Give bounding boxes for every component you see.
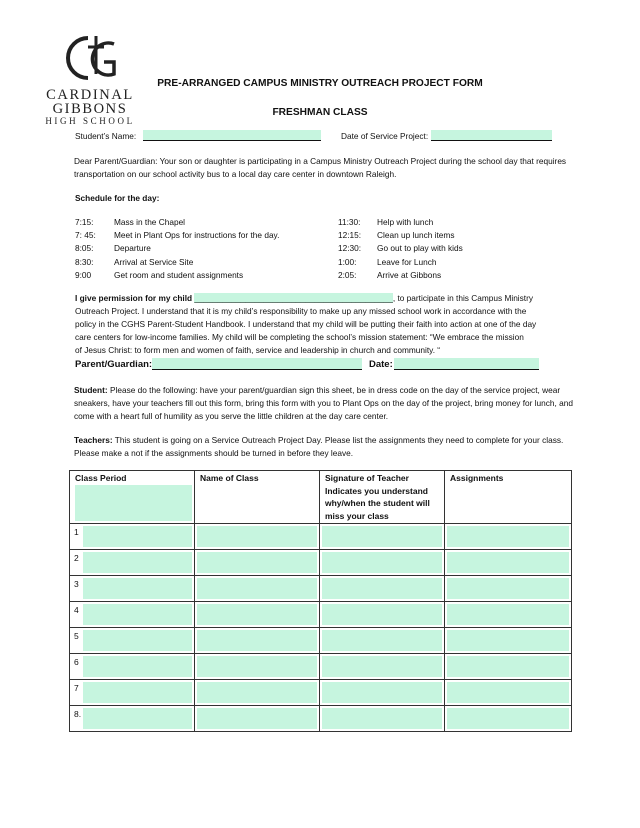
row-number: 7 (74, 683, 79, 693)
schedule-time: 12:30: (338, 243, 362, 254)
table-cell[interactable] (320, 654, 445, 680)
row-number: 8. (74, 709, 82, 719)
class-period-header-fill (75, 485, 192, 521)
row-number: 5 (74, 631, 79, 641)
row-number: 1 (74, 527, 79, 537)
schedule-item (75, 216, 185, 229)
table-cell[interactable] (195, 628, 320, 654)
schedule-time: 11:30: (338, 217, 361, 227)
table-cell[interactable] (445, 628, 572, 654)
table-cell[interactable] (445, 550, 572, 576)
schedule-activity: Arrival at Service Site (114, 256, 194, 267)
row-number: 4 (74, 605, 79, 615)
table-cell[interactable] (320, 706, 445, 732)
schedule-item (338, 242, 463, 255)
guardian-date-label: Date: (369, 359, 393, 370)
table-cell[interactable] (320, 628, 445, 654)
table-row (70, 524, 572, 550)
table-cell[interactable] (70, 654, 195, 680)
table-row (70, 602, 572, 628)
schedule-time: 8:05: (75, 243, 94, 254)
table-cell[interactable] (70, 680, 195, 706)
permission-after-blank: , to participate in this Campus Ministry (392, 293, 534, 303)
table-cell[interactable] (445, 654, 572, 680)
teacher-label: Teachers: (74, 435, 113, 445)
table-cell[interactable] (320, 680, 445, 706)
schedule-item (338, 256, 437, 269)
form-subtitle: FRESHMAN CLASS (272, 107, 368, 118)
permission-line-5: of Jesus Christ: to form men and women of faith, service and leadership in church and community. “ (75, 345, 441, 355)
table-row (70, 654, 572, 680)
permission-lead: I give permission for my child (75, 293, 193, 303)
table-row (70, 680, 572, 706)
schedule-time: 8:30: (75, 256, 94, 267)
schedule-time: 2:05: (338, 269, 357, 280)
table-cell[interactable] (445, 680, 572, 706)
schedule-activity: Get room and student assignments (114, 269, 244, 280)
table-cell[interactable] (195, 602, 320, 628)
permission-line-2: Outreach Project. I understand that it is my child’s responsibility to make up any missed school work in accordance with the (75, 306, 527, 316)
schedule-heading: Schedule for the day: (75, 193, 160, 203)
schedule-activity: Meet in Plant Ops for instructions for the day. (114, 230, 280, 241)
row-number: 6 (74, 657, 79, 667)
table-cell[interactable] (195, 576, 320, 602)
table-cell[interactable] (195, 706, 320, 732)
table-cell[interactable] (445, 706, 572, 732)
table-row (70, 706, 572, 732)
header-class-period: Class Period (70, 471, 195, 524)
table-row (70, 576, 572, 602)
table-cell[interactable] (195, 680, 320, 706)
row-number: 2 (74, 553, 79, 563)
schedule-activity: Departure (114, 243, 151, 254)
table-cell[interactable] (70, 524, 195, 550)
table-cell[interactable] (70, 576, 195, 602)
child-name-blank[interactable]: ___________________________________________ (194, 293, 393, 303)
service-date-label: Date of Service Project: (341, 131, 429, 141)
guardian-label: Parent/Guardian: (75, 359, 153, 370)
schedule-item (338, 216, 433, 229)
schedule-activity: Go out to play with kids (377, 243, 463, 254)
logo-line-2: GIBBONS (52, 101, 128, 117)
permission-line-1 (75, 292, 533, 305)
schedule-activity: Help with lunch (377, 217, 434, 227)
table-cell[interactable] (70, 706, 195, 732)
student-name-label: Student’s Name: (75, 131, 137, 141)
logo-line-3: HIGH SCHOOL (45, 116, 135, 126)
schedule-activity: Leave for Lunch (377, 256, 437, 267)
schedule-time: 12:15: (338, 230, 362, 241)
table-cell[interactable] (320, 576, 445, 602)
table-cell[interactable] (320, 602, 445, 628)
table-cell[interactable] (195, 654, 320, 680)
table-row (70, 550, 572, 576)
table-cell[interactable] (320, 524, 445, 550)
logo-line-1: CARDINAL (46, 87, 134, 103)
student-instructions (74, 384, 574, 423)
schedule-item (75, 256, 193, 269)
schedule-time: 1:00: (338, 256, 357, 267)
table-row (70, 628, 572, 654)
table-cell[interactable] (195, 550, 320, 576)
header-signature-of-teacher: Signature of Teacher Indicates you understand why/when the student will miss your class (320, 471, 445, 524)
table-cell[interactable] (320, 550, 445, 576)
student-text: Please do the following: have your parent/guardian sign this sheet, be in dress code on the day of the service project, wear sneakers, have your teachers fill out this form, bring this form with you to Plant Ops on the day of the project, bring money for lunch, and come with a heart full of humility as you serve the little children at the day care center. (74, 385, 573, 421)
table-cell[interactable] (70, 550, 195, 576)
schedule-item (338, 269, 441, 282)
schedule-item (338, 229, 454, 242)
intro-paragraph: Dear Parent/Guardian: Your son or daughter is participating in a Campus Ministry Outreach Project during the school day that requires transportation on our school activity bus to a local day care center in downtown Raleigh. (74, 156, 567, 179)
table-cell[interactable] (70, 628, 195, 654)
teacher-instructions (74, 434, 574, 460)
header-assignments: Assignments (445, 471, 572, 524)
schedule-time: 7: 45: (75, 230, 96, 241)
student-label: Student: (74, 385, 108, 395)
table-cell[interactable] (445, 576, 572, 602)
table-cell[interactable] (70, 602, 195, 628)
schedule-time: 7:15: (75, 217, 94, 227)
row-number: 3 (74, 579, 79, 589)
assignment-table (69, 470, 572, 732)
schedule-item (75, 242, 151, 255)
teacher-text: This student is going on a Service Outreach Project Day. Please list the assignments they need to complete for your class. Please make a not if the assignments should be turned in before they leave. (74, 435, 564, 458)
table-cell[interactable] (445, 602, 572, 628)
permission-line-3: policy in the CGHS Parent-Student Handbook. I understand that my child will be putting their faith into action at one of the day (75, 319, 537, 329)
table-cell[interactable] (195, 524, 320, 550)
table-header-row (70, 471, 572, 524)
schedule-item (75, 229, 279, 242)
form-title: PRE-ARRANGED CAMPUS MINISTRY OUTREACH PROJECT FORM (157, 78, 483, 89)
schedule-time: 9:00 (75, 269, 92, 280)
schedule-item (75, 269, 243, 282)
schedule-activity: Arrive at Gibbons (377, 269, 442, 280)
permission-line-4: care centers for low-income families. My child will be completing the school’s mission statement: “We embrace the mission (75, 332, 524, 342)
schedule-activity: Mass in the Chapel (114, 217, 186, 227)
header-name-of-class: Name of Class (195, 471, 320, 524)
table-cell[interactable] (445, 524, 572, 550)
schedule-activity: Clean up lunch items (377, 230, 455, 241)
